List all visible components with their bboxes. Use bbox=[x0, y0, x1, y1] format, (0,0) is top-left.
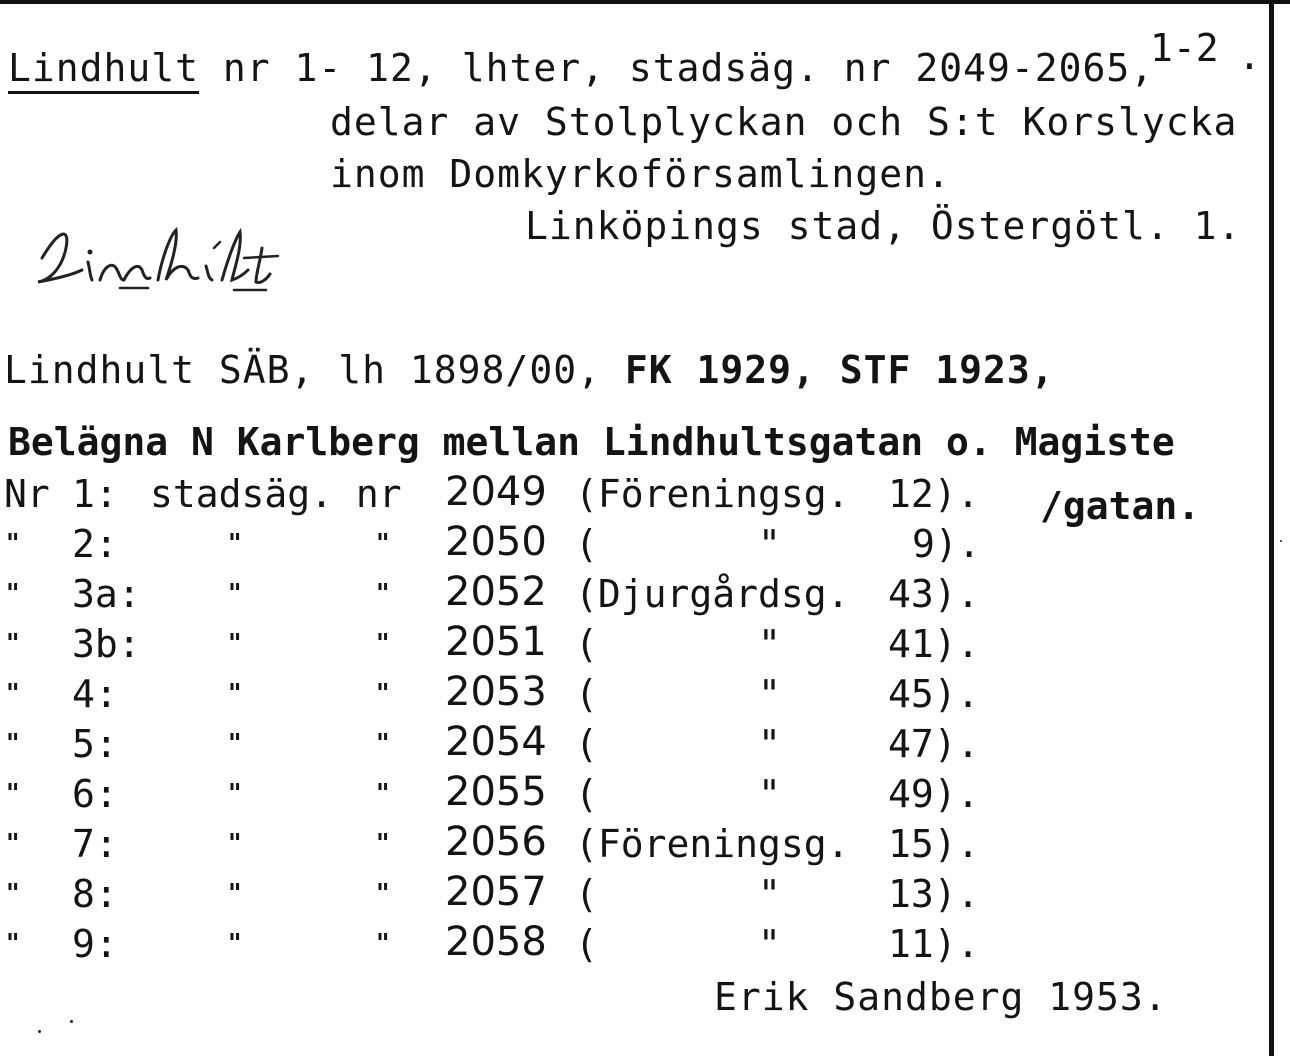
row-house-number: 9). bbox=[912, 522, 981, 566]
row-nr-ditto: " bbox=[376, 879, 390, 909]
row-plot-type-ditto: " bbox=[228, 729, 242, 759]
scan-speck bbox=[38, 1030, 41, 1033]
row-street: (Föreningsg. bbox=[575, 822, 850, 866]
place-name: Lindhult bbox=[8, 46, 200, 90]
row-plot-number: 2058 bbox=[445, 919, 547, 965]
row-nr-ditto: " bbox=[376, 529, 390, 559]
row-plot-number: 2051 bbox=[445, 619, 547, 665]
row-plot-type-ditto: " bbox=[228, 579, 242, 609]
row-number: 9: bbox=[72, 922, 118, 966]
row-number: 8: bbox=[72, 872, 118, 916]
row-plot-number: 2050 bbox=[445, 519, 547, 565]
row-number: 1: bbox=[72, 472, 118, 516]
row-nr-ditto: " bbox=[376, 779, 390, 809]
row-number: 7: bbox=[72, 822, 118, 866]
location-continuation: /gatan. bbox=[1040, 484, 1201, 528]
row-plot-type-ditto: " bbox=[228, 679, 242, 709]
header-line-2: delar av Stolplyckan och S:t Korslycka bbox=[330, 100, 1238, 144]
corner-reference-dot: . bbox=[1238, 34, 1261, 78]
row-plot-type-ditto: " bbox=[228, 829, 242, 859]
row-house-number: 15). bbox=[888, 822, 980, 866]
row-nr-ditto: " bbox=[376, 679, 390, 709]
row-prefix-ditto: " bbox=[6, 579, 20, 609]
row-plot-type-ditto: " bbox=[228, 779, 242, 809]
row-street: ( " bbox=[575, 922, 781, 966]
row-number: 2: bbox=[72, 522, 118, 566]
row-plot-number: 2054 bbox=[445, 719, 547, 765]
row-plot-number: 2049 bbox=[445, 469, 547, 515]
row-nr-ditto: " bbox=[376, 829, 390, 859]
row-plot-number: 2057 bbox=[445, 869, 547, 915]
row-prefix-ditto: " bbox=[6, 629, 20, 659]
row-street: ( " bbox=[575, 772, 781, 816]
sources-bold: FK 1929, STF 1923, bbox=[600, 348, 1055, 392]
signature: Erik Sandberg 1953. bbox=[714, 975, 1168, 1019]
row-plot-type-ditto: " bbox=[228, 629, 242, 659]
row-plot-type-ditto: " bbox=[228, 929, 242, 959]
card-right-edge bbox=[1269, 0, 1274, 1056]
sources-line bbox=[4, 348, 1055, 392]
row-prefix-ditto: " bbox=[6, 729, 20, 759]
row-house-number: 41). bbox=[888, 622, 980, 666]
row-plot-type-ditto: " bbox=[228, 529, 242, 559]
row-house-number: 45). bbox=[888, 672, 980, 716]
row-prefix-ditto: " bbox=[6, 529, 20, 559]
scan-speck bbox=[1280, 540, 1282, 542]
row-house-number: 11). bbox=[888, 922, 980, 966]
corner-reference: 1-2 bbox=[1150, 26, 1219, 70]
row-plot-number: 2053 bbox=[445, 669, 547, 715]
row-plot-number: 2056 bbox=[445, 819, 547, 865]
row-house-number: 13). bbox=[888, 872, 980, 916]
row-prefix-ditto: " bbox=[6, 879, 20, 909]
row-prefix-ditto: " bbox=[6, 829, 20, 859]
handwritten-note bbox=[30, 218, 350, 308]
card-top-edge bbox=[0, 0, 1290, 4]
row-prefix-ditto: " bbox=[6, 779, 20, 809]
row-nr-ditto: " bbox=[376, 629, 390, 659]
header-line-1 bbox=[8, 46, 1154, 90]
row-nr-ditto: " bbox=[376, 929, 390, 959]
row-house-number: 43). bbox=[888, 572, 980, 616]
sources-plain: Lindhult SÄB, lh 1898/00, bbox=[4, 348, 601, 392]
row-plot-type-ditto: " bbox=[228, 879, 242, 909]
row-plot-number: 2052 bbox=[445, 569, 547, 615]
scan-speck bbox=[70, 1020, 73, 1023]
row-street: (Föreningsg. bbox=[575, 472, 850, 516]
row-prefix: Nr bbox=[4, 472, 50, 516]
row-street: ( " bbox=[575, 872, 781, 916]
row-house-number: 49). bbox=[888, 772, 980, 816]
row-number: 4: bbox=[72, 672, 118, 716]
row-number: 3b: bbox=[72, 622, 141, 666]
header-line-4: Linköpings stad, Östergötl. 1. bbox=[525, 204, 1242, 248]
row-street: ( " bbox=[575, 672, 781, 716]
row-plot-type: stadsäg. nr bbox=[150, 472, 402, 516]
row-street: (Djurgårdsg. bbox=[575, 572, 850, 616]
row-street: ( " bbox=[575, 722, 781, 766]
row-number: 3a: bbox=[72, 572, 141, 616]
row-street: ( " bbox=[575, 622, 781, 666]
row-nr-ditto: " bbox=[376, 729, 390, 759]
row-house-number: 47). bbox=[888, 722, 980, 766]
row-prefix-ditto: " bbox=[6, 679, 20, 709]
row-number: 6: bbox=[72, 772, 118, 816]
row-number: 5: bbox=[72, 722, 118, 766]
row-plot-number: 2055 bbox=[445, 769, 547, 815]
row-street: ( " bbox=[575, 522, 781, 566]
row-prefix-ditto: " bbox=[6, 929, 20, 959]
header-line-3: inom Domkyrkoförsamlingen. bbox=[330, 152, 951, 196]
row-house-number: 12). bbox=[888, 472, 980, 516]
row-nr-ditto: " bbox=[376, 579, 390, 609]
header-line-1-rest: nr 1- 12, lhter, stadsäg. nr 2049-2065, bbox=[199, 46, 1155, 90]
location-line: Belägna N Karlberg mellan Lindhultsgatan o. Magiste bbox=[8, 420, 1175, 464]
